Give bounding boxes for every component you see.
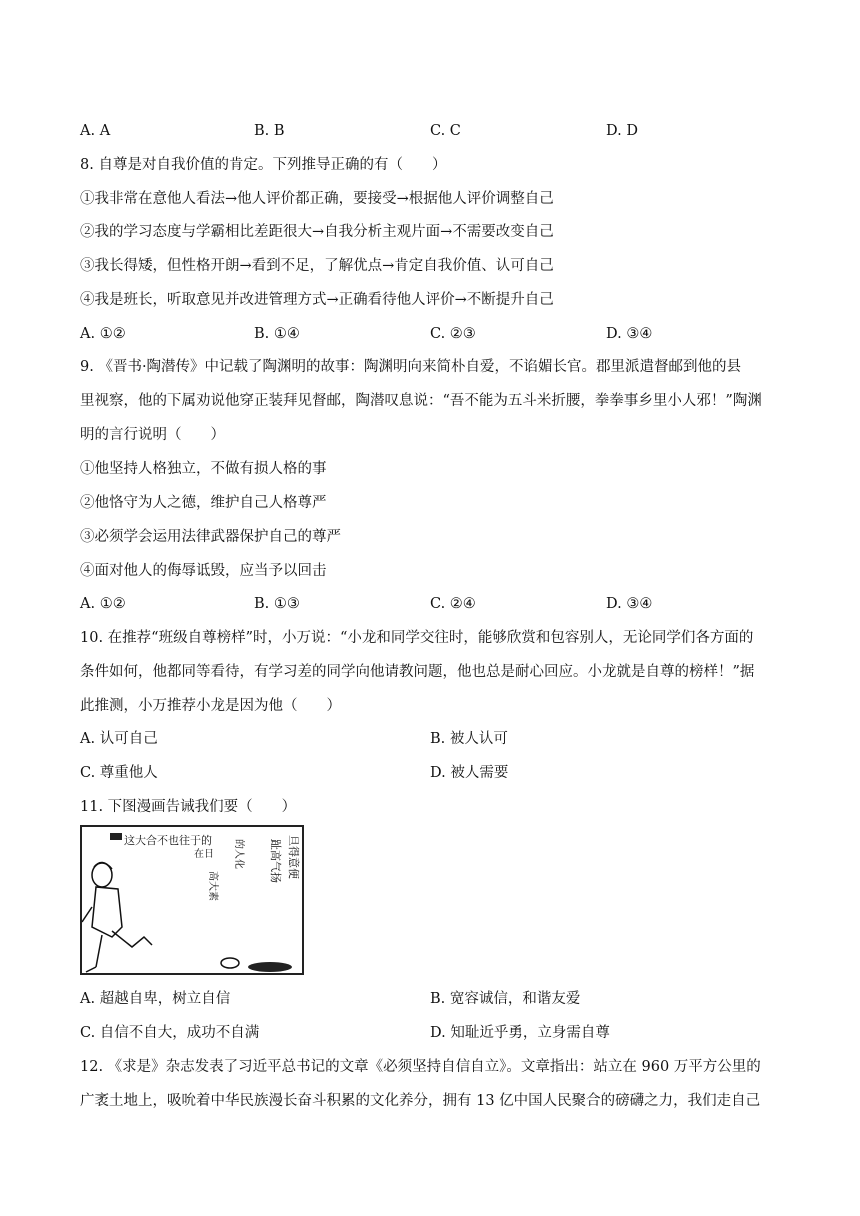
q8-option-c: C. ②③ (430, 326, 476, 342)
q11-option-a: A. 超越自卑，树立自信 (80, 991, 231, 1007)
comic-pit (248, 962, 292, 972)
q7-option-c: C. C (430, 123, 461, 139)
q7-option-d: D. D (606, 123, 638, 139)
q10-stem-line-2: 条件如何，他都同等看待，有学习差的同学向他请教问题，他也总是耐心回应。小龙就是自尊的榜样！”据 (80, 664, 755, 680)
q12-stem-line-2: 广袤土地上，吸吮着中华民族漫长奋斗积累的文化养分，拥有 13 亿中国人民聚合的磅礴之力，我们走自己 (80, 1093, 761, 1109)
q9-option-c: C. ②④ (430, 596, 476, 612)
comic-caption-1: 这大合不也往于的 (124, 834, 212, 847)
q9-item-4: ④面对他人的侮辱诋毁，应当予以回击 (80, 563, 327, 579)
q9-option-a: A. ①② (80, 596, 126, 612)
q9-option-d: D. ③④ (606, 596, 653, 612)
q9-stem-line-1: 9. 《晋书·陶潜传》中记载了陶渊明的故事：陶渊明向来简朴自爱，不谄媚长官。郡里派遣督邮到他的县 (80, 359, 742, 375)
q9-stem-line-3: 明的言行说明（ ） (80, 427, 225, 443)
q9-item-1: ①他坚持人格独立，不做有损人格的事 (80, 461, 327, 477)
comic-drawing (82, 827, 304, 975)
q8-item-3: ③我长得矮，但性格开朗→看到不足，了解优点→肯定自我价值、认可自己 (80, 258, 554, 274)
q10-option-c: C. 尊重他人 (80, 765, 158, 781)
q11-option-d: D. 知耻近乎勇，立身需自尊 (430, 1025, 610, 1041)
q7-option-b: B. B (254, 123, 285, 139)
comic-figure (82, 862, 152, 972)
q8-item-4: ④我是班长，听取意见并改进管理方式→正确看待他人评价→不断提升自己 (80, 292, 554, 308)
comic-caption-6: 趾高气扬 (269, 839, 282, 883)
comic-caption-2: 在日 (194, 849, 214, 860)
q9-item-3: ③必须学会运用法律武器保护自己的尊严 (80, 529, 341, 545)
q11-option-c: C. 自信不自大，成功不自满 (80, 1025, 260, 1041)
q10-option-d: D. 被人需要 (430, 765, 509, 781)
q9-option-b: B. ①③ (254, 596, 300, 612)
q10-stem-line-3: 此推测，小万推荐小龙是因为他（ ） (80, 698, 341, 714)
q8-item-2: ②我的学习态度与学霸相比差距很大→自我分析主观片面→不需要改变自己 (80, 224, 554, 240)
comic-seal (110, 833, 122, 840)
q8-option-a: A. ①② (80, 326, 126, 342)
q12-stem-line-1: 12. 《求是》杂志发表了习近平总书记的文章《必须坚持自信自立》。文章指出：站立在 960 万平方公里的 (80, 1059, 761, 1075)
comic-image (80, 825, 304, 975)
q7-option-a: A. A (80, 123, 111, 139)
q10-stem-line-1: 10. 在推荐“班级自尊榜样”时，小万说：“小龙和同学交往时，能够欣赏和包容别人，无论同学们各方面的 (80, 630, 754, 646)
q11-stem: 11. 下图漫画告诫我们要（ ） (80, 799, 297, 815)
q11-option-b: B. 宽容诚信，和谐友爱 (430, 991, 581, 1007)
q9-item-2: ②他恪守为人之德，维护自己人格尊严 (80, 495, 327, 511)
q10-option-b: B. 被人认可 (430, 731, 508, 747)
q9-stem-line-2: 里视察，他的下属劝说他穿正装拜见督邮，陶潜叹息说：“吾不能为五斗米折腰，拳拳事乡里小人邪！”陶渊 (80, 393, 762, 409)
q8-option-d: D. ③④ (606, 326, 653, 342)
q10-option-a: A. 认可自己 (80, 731, 158, 747)
comic-caption-5: 旦得意便 (287, 835, 300, 879)
q8-stem: 8. 自尊是对自我价值的肯定。下列推导正确的有（ ） (80, 157, 447, 173)
comic-stone (221, 958, 239, 968)
comic-caption-3: 高大素 (207, 871, 218, 901)
comic-caption-4: 的人化 (233, 839, 244, 869)
q8-option-b: B. ①④ (254, 326, 300, 342)
q8-item-1: ①我非常在意他人看法→他人评价都正确，要接受→根据他人评价调整自己 (80, 191, 554, 207)
